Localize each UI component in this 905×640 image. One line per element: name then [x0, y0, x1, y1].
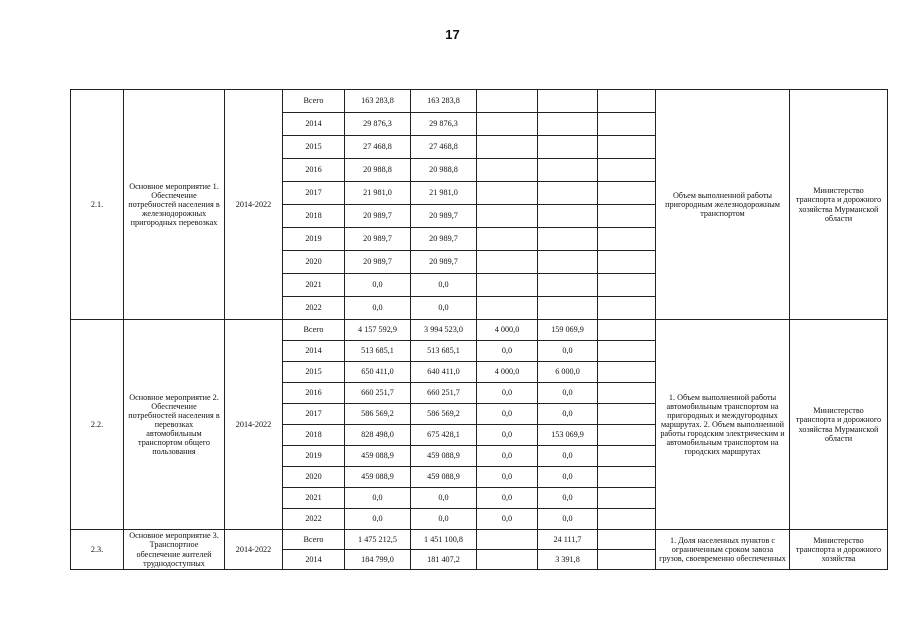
- year-cell: 2016: [283, 159, 345, 182]
- other-cell: [598, 509, 656, 530]
- year-cell: 2014: [283, 550, 345, 570]
- table-row: [71, 530, 888, 550]
- federal-cell: 0,0: [477, 425, 538, 446]
- program-budget-table: [70, 89, 888, 570]
- federal-cell: [477, 274, 538, 297]
- year-cell: 2018: [283, 205, 345, 228]
- responsible: Министерство транспорта и дорожного хозяйства: [790, 530, 888, 570]
- local-cell: [538, 182, 598, 205]
- total-cell: 0,0: [345, 509, 411, 530]
- local-cell: 3 391,8: [538, 550, 598, 570]
- year-cell: 2015: [283, 362, 345, 383]
- year-cell: 2017: [283, 404, 345, 425]
- total-cell: 20 989,7: [345, 205, 411, 228]
- indicator: 1. Доля населенных пунктов с ограниченным сроком завоза грузов, своевременно обеспеченных: [656, 530, 790, 570]
- regional-cell: 586 569,2: [411, 404, 477, 425]
- federal-cell: 0,0: [477, 509, 538, 530]
- other-cell: [598, 341, 656, 362]
- total-cell: 0,0: [345, 297, 411, 320]
- federal-cell: [477, 297, 538, 320]
- federal-cell: [477, 530, 538, 550]
- year-cell: Всего: [283, 320, 345, 341]
- local-cell: [538, 90, 598, 113]
- year-cell: 2015: [283, 136, 345, 159]
- local-cell: 0,0: [538, 341, 598, 362]
- table-row: [71, 90, 888, 113]
- federal-cell: [477, 251, 538, 274]
- table-row: [71, 320, 888, 341]
- regional-cell: 21 981,0: [411, 182, 477, 205]
- local-cell: [538, 274, 598, 297]
- local-cell: 0,0: [538, 488, 598, 509]
- period: 2014-2022: [225, 90, 283, 320]
- regional-cell: 1 451 100,8: [411, 530, 477, 550]
- regional-cell: 0,0: [411, 488, 477, 509]
- local-cell: [538, 297, 598, 320]
- year-cell: 2016: [283, 383, 345, 404]
- federal-cell: [477, 550, 538, 570]
- other-cell: [598, 467, 656, 488]
- total-cell: 163 283,8: [345, 90, 411, 113]
- regional-cell: 3 994 523,0: [411, 320, 477, 341]
- regional-cell: 20 989,7: [411, 228, 477, 251]
- total-cell: 20 989,7: [345, 228, 411, 251]
- other-cell: [598, 228, 656, 251]
- indicator: 1. Объем выполненной работы автомобильным транспортом на пригородных и междугородных маршрутах. 2. Объем выполненной работы городским электрическим и автомобильным транспортом на городских маршрутах: [656, 320, 790, 530]
- total-cell: 828 498,0: [345, 425, 411, 446]
- local-cell: [538, 251, 598, 274]
- other-cell: [598, 297, 656, 320]
- regional-cell: 675 428,1: [411, 425, 477, 446]
- total-cell: 0,0: [345, 488, 411, 509]
- total-cell: 0,0: [345, 274, 411, 297]
- federal-cell: 4 000,0: [477, 320, 538, 341]
- total-cell: 660 251,7: [345, 383, 411, 404]
- local-cell: 0,0: [538, 509, 598, 530]
- activity-title: Основное мероприятие 1. Обеспечение потребностей населения в железнодорожных пригородных перевозках: [124, 90, 225, 320]
- total-cell: 27 468,8: [345, 136, 411, 159]
- other-cell: [598, 404, 656, 425]
- federal-cell: 0,0: [477, 467, 538, 488]
- local-cell: [538, 159, 598, 182]
- regional-cell: 163 283,8: [411, 90, 477, 113]
- local-cell: 0,0: [538, 446, 598, 467]
- regional-cell: 459 088,9: [411, 467, 477, 488]
- year-cell: 2014: [283, 113, 345, 136]
- year-cell: 2017: [283, 182, 345, 205]
- year-cell: Всего: [283, 530, 345, 550]
- other-cell: [598, 182, 656, 205]
- other-cell: [598, 446, 656, 467]
- other-cell: [598, 136, 656, 159]
- total-cell: 184 799,0: [345, 550, 411, 570]
- federal-cell: 4 000,0: [477, 362, 538, 383]
- total-cell: 29 876,3: [345, 113, 411, 136]
- local-cell: 24 111,7: [538, 530, 598, 550]
- total-cell: 650 411,0: [345, 362, 411, 383]
- local-cell: [538, 113, 598, 136]
- total-cell: 459 088,9: [345, 467, 411, 488]
- federal-cell: 0,0: [477, 341, 538, 362]
- regional-cell: 181 407,2: [411, 550, 477, 570]
- section-index: 2.3.: [71, 530, 124, 570]
- responsible: Министерство транспорта и дорожного хозяйства Мурманской области: [790, 90, 888, 320]
- regional-cell: 0,0: [411, 274, 477, 297]
- other-cell: [598, 383, 656, 404]
- other-cell: [598, 159, 656, 182]
- other-cell: [598, 274, 656, 297]
- federal-cell: 0,0: [477, 446, 538, 467]
- activity-title: Основное мероприятие 2. Обеспечение потребностей населения в перевозках автомобильным транспортом общего пользования: [124, 320, 225, 530]
- total-cell: 4 157 592,9: [345, 320, 411, 341]
- year-cell: 2022: [283, 297, 345, 320]
- federal-cell: 0,0: [477, 488, 538, 509]
- federal-cell: [477, 182, 538, 205]
- regional-cell: 513 685,1: [411, 341, 477, 362]
- federal-cell: [477, 90, 538, 113]
- table-body: [71, 90, 888, 570]
- local-cell: 0,0: [538, 383, 598, 404]
- regional-cell: 459 088,9: [411, 446, 477, 467]
- total-cell: 586 569,2: [345, 404, 411, 425]
- local-cell: 0,0: [538, 467, 598, 488]
- regional-cell: 20 988,8: [411, 159, 477, 182]
- other-cell: [598, 530, 656, 550]
- period: 2014-2022: [225, 320, 283, 530]
- regional-cell: 660 251,7: [411, 383, 477, 404]
- other-cell: [598, 251, 656, 274]
- year-cell: 2020: [283, 467, 345, 488]
- year-cell: 2018: [283, 425, 345, 446]
- regional-cell: 20 989,7: [411, 205, 477, 228]
- year-cell: 2014: [283, 341, 345, 362]
- other-cell: [598, 113, 656, 136]
- local-cell: 159 069,9: [538, 320, 598, 341]
- year-cell: Всего: [283, 90, 345, 113]
- regional-cell: 20 989,7: [411, 251, 477, 274]
- regional-cell: 0,0: [411, 297, 477, 320]
- regional-cell: 640 411,0: [411, 362, 477, 383]
- regional-cell: 0,0: [411, 509, 477, 530]
- federal-cell: 0,0: [477, 404, 538, 425]
- total-cell: 459 088,9: [345, 446, 411, 467]
- other-cell: [598, 362, 656, 383]
- year-cell: 2022: [283, 509, 345, 530]
- federal-cell: [477, 228, 538, 251]
- total-cell: 1 475 212,5: [345, 530, 411, 550]
- local-cell: 153 069,9: [538, 425, 598, 446]
- local-cell: [538, 228, 598, 251]
- local-cell: 6 000,0: [538, 362, 598, 383]
- federal-cell: [477, 113, 538, 136]
- federal-cell: [477, 159, 538, 182]
- local-cell: 0,0: [538, 404, 598, 425]
- total-cell: 20 989,7: [345, 251, 411, 274]
- section-index: 2.1.: [71, 90, 124, 320]
- period: 2014-2022: [225, 530, 283, 570]
- activity-title: Основное мероприятие 3. Транспортное обеспечение жителей труднодоступных: [124, 530, 225, 570]
- federal-cell: [477, 205, 538, 228]
- year-cell: 2019: [283, 446, 345, 467]
- section-index: 2.2.: [71, 320, 124, 530]
- regional-cell: 29 876,3: [411, 113, 477, 136]
- year-cell: 2021: [283, 488, 345, 509]
- year-cell: 2021: [283, 274, 345, 297]
- page-number: 17: [445, 27, 460, 42]
- other-cell: [598, 488, 656, 509]
- year-cell: 2020: [283, 251, 345, 274]
- other-cell: [598, 90, 656, 113]
- local-cell: [538, 205, 598, 228]
- other-cell: [598, 320, 656, 341]
- total-cell: 513 685,1: [345, 341, 411, 362]
- other-cell: [598, 205, 656, 228]
- other-cell: [598, 550, 656, 570]
- federal-cell: 0,0: [477, 383, 538, 404]
- local-cell: [538, 136, 598, 159]
- federal-cell: [477, 136, 538, 159]
- year-cell: 2019: [283, 228, 345, 251]
- total-cell: 21 981,0: [345, 182, 411, 205]
- indicator: Объем выполненной работы пригородным железнодорожным транспортом: [656, 90, 790, 320]
- total-cell: 20 988,8: [345, 159, 411, 182]
- other-cell: [598, 425, 656, 446]
- responsible: Министерство транспорта и дорожного хозяйства Мурманской области: [790, 320, 888, 530]
- regional-cell: 27 468,8: [411, 136, 477, 159]
